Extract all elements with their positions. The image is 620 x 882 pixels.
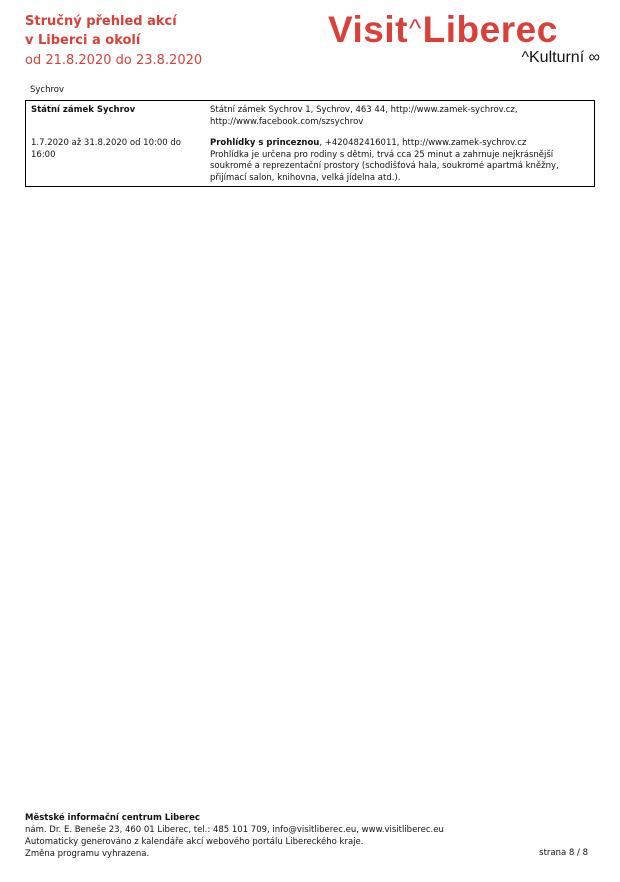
logo-word-liberec: Liberec	[422, 9, 558, 50]
date-range: od 21.8.2020 do 23.8.2020	[25, 53, 203, 68]
event-table	[25, 100, 595, 187]
logo-wordmark	[328, 9, 600, 51]
footer-org: Městské informační centrum Liberec	[25, 813, 200, 823]
venue-name: Státní zámek Sychrov	[31, 105, 136, 115]
event-dates: 1.7.2020 až 31.8.2020 od 10:00 do 16:00	[31, 138, 181, 160]
event-description: Prohlídka je určena pro rodiny s dětmi, trvá cca 25 minut a zahrnuje nejkrásnější soukromé a reprezentační prostory (schodišťová hala, soukromé apartmá kněžny, přijímací salon, knihovna, velká jídelna atd.).	[210, 149, 559, 183]
title-line-2: v Liberci a okolí	[25, 33, 141, 48]
page-footer	[25, 812, 444, 860]
page-number: strana 8 / 8	[539, 848, 588, 858]
venue-address: Státní zámek Sychrov 1, Sychrov, 463 44, http://www.zamek-sychrov.cz, http://www.facebook.com/szsychrov	[210, 105, 518, 127]
event-contact: , +420482416011, http://www.zamek-sychrov.cz	[319, 138, 527, 148]
footer-address: nám. Dr. E. Beneše 23, 460 01 Liberec, tel.: 485 101 709, info@visitliberec.eu, www.visitliberec.eu	[25, 825, 444, 835]
place-heading: Sychrov	[30, 85, 65, 95]
footer-note-changes: Změna programu vyhrazena.	[25, 849, 150, 859]
logo-caret: ^	[408, 13, 422, 43]
visit-liberec-logo	[328, 9, 600, 71]
logo-word-visit: Visit	[328, 9, 408, 50]
document-title	[25, 12, 202, 70]
footer-note-generated: Automaticky generováno z kalendáře akcí webového portálu Libereckého kraje.	[25, 837, 364, 847]
event-details	[210, 138, 585, 184]
event-title: Prohlídky s princeznou	[210, 138, 320, 148]
logo-tagline: ^Kulturní ∞	[521, 49, 600, 66]
title-line-1: Stručný přehled akcí	[25, 14, 177, 29]
event-heading	[210, 138, 585, 150]
